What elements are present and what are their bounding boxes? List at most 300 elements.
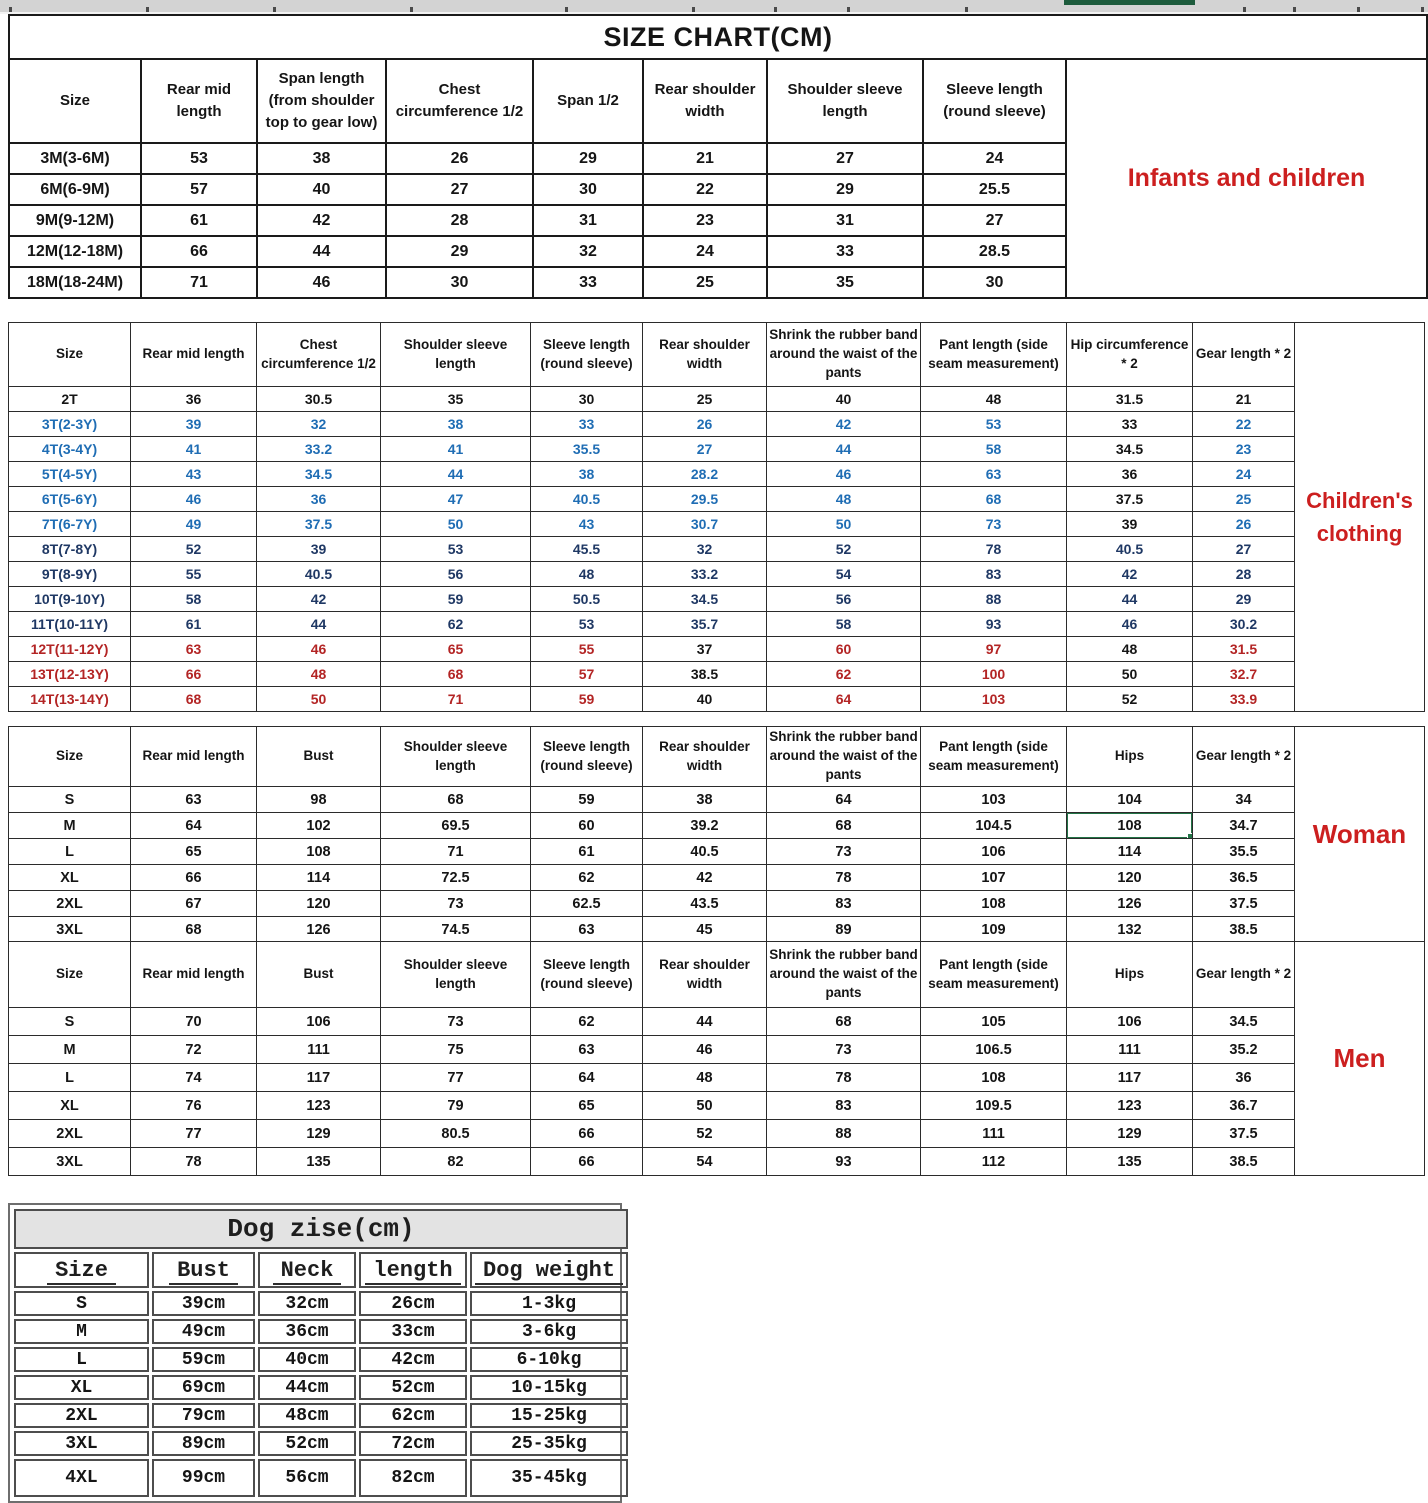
value-cell: 103	[921, 787, 1067, 813]
value-cell: 21	[643, 143, 767, 174]
value-cell: 65	[381, 637, 531, 662]
value-cell: 106	[1067, 1008, 1193, 1036]
size-cell: 10T(9-10Y)	[9, 587, 131, 612]
value-cell: 1-3kg	[470, 1291, 628, 1316]
size-cell: 2XL	[9, 1120, 131, 1148]
value-cell: 39	[131, 412, 257, 437]
value-cell: 60	[767, 637, 921, 662]
value-cell: 37	[643, 637, 767, 662]
column-header	[152, 1252, 255, 1288]
value-cell: 42	[767, 412, 921, 437]
value-cell: 28.5	[923, 236, 1066, 267]
value-cell: 54	[643, 1148, 767, 1176]
value-cell: 68	[767, 813, 921, 839]
value-cell: 53	[921, 412, 1067, 437]
value-cell: 103	[921, 687, 1067, 712]
value-cell: 30.5	[257, 387, 381, 412]
value-cell: 34.5	[1067, 437, 1193, 462]
value-cell: 46	[131, 487, 257, 512]
grid-tick	[9, 7, 12, 12]
infants-table-title: SIZE CHART(CM)	[9, 15, 1427, 59]
value-cell: 44	[643, 1008, 767, 1036]
size-cell: M	[9, 1036, 131, 1064]
value-cell: 33.2	[643, 562, 767, 587]
value-cell: 21	[1193, 387, 1295, 412]
value-cell: 23	[643, 205, 767, 236]
value-cell: 120	[1067, 865, 1193, 891]
value-cell: 37.5	[1193, 891, 1295, 917]
column-header: Span length (from shoulder top to gear low)	[257, 59, 386, 143]
size-cell: 3XL	[14, 1431, 149, 1456]
value-cell: 59cm	[152, 1347, 255, 1372]
value-cell: 63	[531, 917, 643, 943]
value-cell: 67	[131, 891, 257, 917]
value-cell: 23	[1193, 437, 1295, 462]
column-header: Sleeve length (round sleeve)	[531, 727, 643, 787]
value-cell: 26cm	[359, 1291, 467, 1316]
value-cell: 108	[921, 891, 1067, 917]
value-cell: 68	[921, 487, 1067, 512]
value-cell: 40.5	[257, 562, 381, 587]
value-cell: 30.2	[1193, 612, 1295, 637]
value-cell: 36	[131, 387, 257, 412]
value-cell: 45.5	[531, 537, 643, 562]
grid-tick	[410, 7, 413, 12]
value-cell: 50	[767, 512, 921, 537]
value-cell: 106.5	[921, 1036, 1067, 1064]
value-cell: 111	[921, 1120, 1067, 1148]
size-cell: 3XL	[9, 1148, 131, 1176]
value-cell: 63	[131, 637, 257, 662]
value-cell: 40cm	[258, 1347, 356, 1372]
value-cell: 42cm	[359, 1347, 467, 1372]
size-cell: 5T(4-5Y)	[9, 462, 131, 487]
dog-size-table	[11, 1206, 631, 1500]
value-cell: 33.9	[1193, 687, 1295, 712]
value-cell: 31.5	[1067, 387, 1193, 412]
column-header: Rear mid length	[131, 727, 257, 787]
value-cell: 25	[643, 387, 767, 412]
value-cell: 126	[257, 917, 381, 943]
size-cell: 2T	[9, 387, 131, 412]
value-cell: 25	[643, 267, 767, 298]
value-cell: 66	[131, 865, 257, 891]
column-header: Size	[9, 323, 131, 387]
size-cell: 14T(13-14Y)	[9, 687, 131, 712]
value-cell: 34	[1193, 787, 1295, 813]
value-cell: 120	[257, 891, 381, 917]
value-cell: 33	[767, 236, 923, 267]
column-header: Shrink the rubber band around the waist of the pants	[767, 942, 921, 1008]
value-cell: 28.2	[643, 462, 767, 487]
value-cell: 79cm	[152, 1403, 255, 1428]
size-cell: 6T(5-6Y)	[9, 487, 131, 512]
value-cell: 54	[767, 562, 921, 587]
column-header-text: length	[365, 1258, 460, 1285]
value-cell: 58	[131, 587, 257, 612]
value-cell: 46	[767, 462, 921, 487]
selected-cell: 108	[1067, 813, 1193, 839]
column-header: Hips	[1067, 942, 1193, 1008]
value-cell: 27	[767, 143, 923, 174]
value-cell: 106	[257, 1008, 381, 1036]
value-cell: 117	[257, 1064, 381, 1092]
value-cell: 69cm	[152, 1375, 255, 1400]
value-cell: 135	[257, 1148, 381, 1176]
value-cell: 48	[257, 662, 381, 687]
value-cell: 72	[131, 1036, 257, 1064]
value-cell: 64	[531, 1064, 643, 1092]
grid-tick	[692, 7, 695, 12]
value-cell: 78	[767, 1064, 921, 1092]
spreadsheet-top-strip	[0, 0, 1428, 14]
column-header: Rear shoulder width	[643, 323, 767, 387]
selection-fill-handle	[1187, 833, 1193, 839]
value-cell: 47	[381, 487, 531, 512]
value-cell: 33cm	[359, 1319, 467, 1344]
value-cell: 63	[531, 1036, 643, 1064]
dog-size-table-frame	[8, 1203, 622, 1503]
value-cell: 61	[131, 612, 257, 637]
value-cell: 58	[767, 612, 921, 637]
value-cell: 109.5	[921, 1092, 1067, 1120]
value-cell: 82	[381, 1148, 531, 1176]
children-size-table	[8, 322, 1425, 712]
value-cell: 30	[533, 174, 643, 205]
value-cell: 63	[131, 787, 257, 813]
size-cell: 11T(10-11Y)	[9, 612, 131, 637]
value-cell: 37.5	[257, 512, 381, 537]
value-cell: 108	[257, 839, 381, 865]
size-cell: 12T(11-12Y)	[9, 637, 131, 662]
size-cell: XL	[9, 1092, 131, 1120]
value-cell: 39	[257, 537, 381, 562]
value-cell: 78	[767, 865, 921, 891]
value-cell: 36.5	[1193, 865, 1295, 891]
value-cell: 52	[131, 537, 257, 562]
value-cell: 74	[131, 1064, 257, 1092]
value-cell: 26	[386, 143, 533, 174]
value-cell: 57	[141, 174, 257, 205]
value-cell: 27	[923, 205, 1066, 236]
value-cell: 112	[921, 1148, 1067, 1176]
value-cell: 44	[1067, 587, 1193, 612]
value-cell: 68	[381, 662, 531, 687]
column-header-text: Bust	[169, 1258, 238, 1285]
value-cell: 46	[257, 637, 381, 662]
value-cell: 35-45kg	[470, 1459, 628, 1497]
column-header: Rear mid length	[141, 59, 257, 143]
size-cell: 7T(6-7Y)	[9, 512, 131, 537]
value-cell: 33	[1067, 412, 1193, 437]
column-header-text: Dog weight	[475, 1258, 623, 1285]
column-header	[359, 1252, 467, 1288]
value-cell: 80.5	[381, 1120, 531, 1148]
column-header: Shoulder sleeve length	[381, 727, 531, 787]
grid-tick	[273, 7, 276, 12]
value-cell: 79	[381, 1092, 531, 1120]
value-cell: 83	[767, 1092, 921, 1120]
value-cell: 24	[1193, 462, 1295, 487]
size-cell: 4XL	[14, 1459, 149, 1497]
value-cell: 60	[531, 813, 643, 839]
value-cell: 33	[533, 267, 643, 298]
value-cell: 52cm	[258, 1431, 356, 1456]
column-header-text: Size	[47, 1258, 116, 1285]
grid-tick	[774, 7, 777, 12]
value-cell: 33.2	[257, 437, 381, 462]
size-cell: 4T(3-4Y)	[9, 437, 131, 462]
value-cell: 83	[767, 891, 921, 917]
value-cell: 35.7	[643, 612, 767, 637]
value-cell: 68	[381, 787, 531, 813]
value-cell: 66	[531, 1148, 643, 1176]
value-cell: 27	[386, 174, 533, 205]
column-header: Chest circumference 1/2	[257, 323, 381, 387]
value-cell: 83	[921, 562, 1067, 587]
value-cell: 65	[131, 839, 257, 865]
size-cell: 3XL	[9, 917, 131, 943]
infants-size-table	[8, 14, 1428, 299]
value-cell: 109	[921, 917, 1067, 943]
grid-tick	[1293, 7, 1296, 12]
value-cell: 123	[1067, 1092, 1193, 1120]
value-cell: 68	[131, 687, 257, 712]
value-cell: 53	[141, 143, 257, 174]
size-cell: M	[9, 813, 131, 839]
value-cell: 52cm	[359, 1375, 467, 1400]
value-cell: 3-6kg	[470, 1319, 628, 1344]
column-header: Gear length * 2	[1193, 942, 1295, 1008]
column-header: Shoulder sleeve length	[381, 323, 531, 387]
value-cell: 10-15kg	[470, 1375, 628, 1400]
value-cell: 55	[531, 637, 643, 662]
column-header: Sleeve length (round sleeve)	[923, 59, 1066, 143]
size-cell: 2XL	[9, 891, 131, 917]
value-cell: 105	[921, 1008, 1067, 1036]
value-cell: 40	[767, 387, 921, 412]
size-cell: M	[14, 1319, 149, 1344]
value-cell: 73	[767, 839, 921, 865]
value-cell: 64	[131, 813, 257, 839]
value-cell: 73	[767, 1036, 921, 1064]
column-header: Shrink the rubber band around the waist of the pants	[767, 323, 921, 387]
value-cell: 40.5	[643, 839, 767, 865]
value-cell: 40.5	[1067, 537, 1193, 562]
value-cell: 62	[531, 865, 643, 891]
value-cell: 62	[767, 662, 921, 687]
value-cell: 25	[1193, 487, 1295, 512]
size-cell: L	[9, 839, 131, 865]
column-header	[258, 1252, 356, 1288]
value-cell: 108	[921, 1064, 1067, 1092]
value-cell: 36	[1193, 1064, 1295, 1092]
value-cell: 34.7	[1193, 813, 1295, 839]
value-cell: 29	[767, 174, 923, 205]
dog-table-title: Dog zise(cm)	[14, 1209, 628, 1249]
value-cell: 48	[767, 487, 921, 512]
value-cell: 77	[131, 1120, 257, 1148]
value-cell: 114	[1067, 839, 1193, 865]
size-cell: 8T(7-8Y)	[9, 537, 131, 562]
value-cell: 48	[921, 387, 1067, 412]
selection-border	[1067, 813, 1193, 839]
column-header: Pant length (side seam measurement)	[921, 942, 1067, 1008]
value-cell: 44	[257, 236, 386, 267]
size-cell: S	[14, 1291, 149, 1316]
value-cell: 52	[643, 1120, 767, 1148]
value-cell: 46	[257, 267, 386, 298]
value-cell: 39	[1067, 512, 1193, 537]
value-cell: 98	[257, 787, 381, 813]
value-cell: 73	[381, 1008, 531, 1036]
value-cell: 43.5	[643, 891, 767, 917]
column-header: Shoulder sleeve length	[381, 942, 531, 1008]
value-cell: 66	[131, 662, 257, 687]
value-cell: 39cm	[152, 1291, 255, 1316]
value-cell: 61	[531, 839, 643, 865]
size-cell: S	[9, 1008, 131, 1036]
value-cell: 29.5	[643, 487, 767, 512]
column-header	[14, 1252, 149, 1288]
value-cell: 88	[767, 1120, 921, 1148]
value-cell: 77	[381, 1064, 531, 1092]
value-cell: 111	[257, 1036, 381, 1064]
value-cell: 35.2	[1193, 1036, 1295, 1064]
value-cell: 99cm	[152, 1459, 255, 1497]
value-cell: 31.5	[1193, 637, 1295, 662]
column-header: Span 1/2	[533, 59, 643, 143]
value-cell: 31	[767, 205, 923, 236]
value-cell: 66	[141, 236, 257, 267]
value-cell: 50	[643, 1092, 767, 1120]
column-header: Rear mid length	[131, 942, 257, 1008]
value-cell: 42	[257, 205, 386, 236]
value-cell: 42	[257, 587, 381, 612]
value-cell: 38.5	[1193, 917, 1295, 943]
column-header: Bust	[257, 727, 381, 787]
value-cell: 34.5	[1193, 1008, 1295, 1036]
value-cell: 36.7	[1193, 1092, 1295, 1120]
value-cell: 42	[643, 865, 767, 891]
value-cell: 126	[1067, 891, 1193, 917]
value-cell: 40	[257, 174, 386, 205]
value-cell: 27	[643, 437, 767, 462]
value-cell: 34.5	[643, 587, 767, 612]
size-cell: 13T(12-13Y)	[9, 662, 131, 687]
value-cell: 63	[921, 462, 1067, 487]
value-cell: 28	[386, 205, 533, 236]
size-cell: S	[9, 787, 131, 813]
value-cell: 46	[1067, 612, 1193, 637]
column-header: Pant length (side seam measurement)	[921, 727, 1067, 787]
men-category-label: Men	[1295, 942, 1425, 1176]
column-header: Size	[9, 727, 131, 787]
grid-tick	[1357, 7, 1360, 12]
value-cell: 93	[921, 612, 1067, 637]
value-cell: 48	[643, 1064, 767, 1092]
value-cell: 104	[1067, 787, 1193, 813]
value-cell: 75	[381, 1036, 531, 1064]
value-cell: 89cm	[152, 1431, 255, 1456]
value-cell: 100	[921, 662, 1067, 687]
value-cell: 117	[1067, 1064, 1193, 1092]
column-header: Size	[9, 942, 131, 1008]
value-cell: 6-10kg	[470, 1347, 628, 1372]
value-cell: 64	[767, 787, 921, 813]
size-cell: L	[14, 1347, 149, 1372]
value-cell: 72.5	[381, 865, 531, 891]
value-cell: 123	[257, 1092, 381, 1120]
value-cell: 32.7	[1193, 662, 1295, 687]
value-cell: 49	[131, 512, 257, 537]
value-cell: 38	[643, 787, 767, 813]
value-cell: 38.5	[1193, 1148, 1295, 1176]
size-cell: 9T(8-9Y)	[9, 562, 131, 587]
column-header: Hips	[1067, 727, 1193, 787]
column-header	[470, 1252, 628, 1288]
column-header: Gear length * 2	[1193, 323, 1295, 387]
value-cell: 38	[257, 143, 386, 174]
value-cell: 102	[257, 813, 381, 839]
grid-tick	[847, 7, 850, 12]
value-cell: 64	[767, 687, 921, 712]
value-cell: 59	[531, 687, 643, 712]
value-cell: 22	[1193, 412, 1295, 437]
value-cell: 62.5	[531, 891, 643, 917]
grid-tick	[1421, 7, 1424, 12]
value-cell: 48	[531, 562, 643, 587]
value-cell: 61	[141, 205, 257, 236]
value-cell: 24	[643, 236, 767, 267]
value-cell: 41	[381, 437, 531, 462]
value-cell: 114	[257, 865, 381, 891]
value-cell: 76	[131, 1092, 257, 1120]
value-cell: 68	[767, 1008, 921, 1036]
value-cell: 26	[1193, 512, 1295, 537]
value-cell: 40	[643, 687, 767, 712]
value-cell: 50.5	[531, 587, 643, 612]
value-cell: 35.5	[1193, 839, 1295, 865]
column-header: Bust	[257, 942, 381, 1008]
value-cell: 35	[381, 387, 531, 412]
value-cell: 56	[381, 562, 531, 587]
value-cell: 52	[1067, 687, 1193, 712]
value-cell: 25-35kg	[470, 1431, 628, 1456]
value-cell: 42	[1067, 562, 1193, 587]
value-cell: 58	[921, 437, 1067, 462]
value-cell: 29	[386, 236, 533, 267]
value-cell: 48cm	[258, 1403, 356, 1428]
column-header: Gear length * 2	[1193, 727, 1295, 787]
value-cell: 106	[921, 839, 1067, 865]
value-cell: 30	[923, 267, 1066, 298]
size-cell: 2XL	[14, 1403, 149, 1428]
value-cell: 89	[767, 917, 921, 943]
value-cell: 27	[1193, 537, 1295, 562]
value-cell: 30	[386, 267, 533, 298]
value-cell: 104.5	[921, 813, 1067, 839]
value-cell: 50	[257, 687, 381, 712]
value-cell: 44	[257, 612, 381, 637]
value-cell: 34.5	[257, 462, 381, 487]
value-cell: 68	[131, 917, 257, 943]
value-cell: 32	[643, 537, 767, 562]
value-cell: 37.5	[1067, 487, 1193, 512]
value-cell: 28	[1193, 562, 1295, 587]
selection-top-edge	[1064, 0, 1195, 5]
size-cell: XL	[9, 865, 131, 891]
